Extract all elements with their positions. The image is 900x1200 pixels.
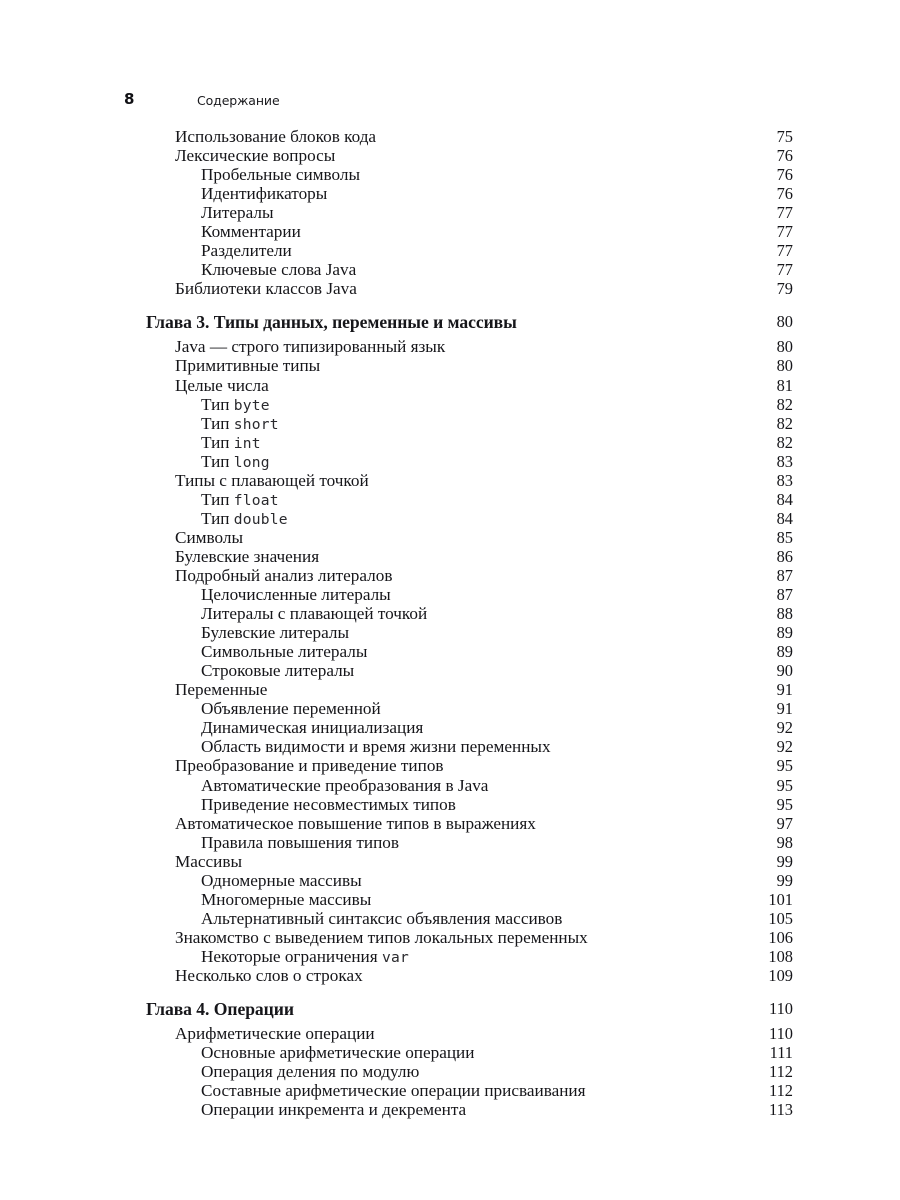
toc-entry-label: Использование блоков кода bbox=[175, 127, 377, 146]
toc-entry-label: Символьные литералы bbox=[201, 642, 368, 662]
toc-entry-page-number: 76 bbox=[776, 165, 793, 185]
toc-entry-page-number: 108 bbox=[768, 946, 793, 966]
toc-entry-label: Основные арифметические операции bbox=[201, 1043, 475, 1063]
toc-entry-label: Строковые литералы bbox=[201, 661, 355, 681]
toc-entry-label: Тип byte bbox=[201, 394, 270, 414]
toc-entry-row[interactable] bbox=[0, 890, 900, 909]
toc-entry-row[interactable] bbox=[0, 623, 900, 642]
toc-entry-page-number: 101 bbox=[768, 889, 793, 909]
toc-entry-row[interactable] bbox=[0, 909, 900, 928]
toc-entry-row[interactable] bbox=[0, 203, 900, 222]
toc-entry-row[interactable] bbox=[0, 356, 900, 375]
toc-entry-row[interactable] bbox=[0, 833, 900, 852]
toc-entry-page-number: 98 bbox=[776, 832, 793, 852]
toc-entry-label: Приведение несовместимых типов bbox=[201, 794, 456, 814]
toc-entry-page-number: 87 bbox=[776, 565, 793, 585]
toc-entry-page-number: 99 bbox=[776, 851, 793, 871]
toc-entry-row[interactable] bbox=[0, 1062, 900, 1081]
toc-entry-page-number: 105 bbox=[768, 908, 793, 928]
toc-entry-row[interactable] bbox=[0, 127, 900, 146]
toc-entry-label: Глава 4. Операции bbox=[146, 999, 294, 1020]
toc-entry-row[interactable] bbox=[0, 661, 900, 680]
toc-entry-page-number: 77 bbox=[776, 222, 793, 242]
toc-entry-label: Операция деления по модулю bbox=[201, 1062, 420, 1082]
toc-entry-label: Символы bbox=[175, 527, 244, 547]
toc-entry-label: Автоматические преобразования в Java bbox=[201, 775, 489, 795]
toc-entry-page-number: 95 bbox=[776, 775, 793, 795]
toc-entry-page-number: 89 bbox=[776, 642, 793, 662]
toc-entry-label: Пробельные символы bbox=[201, 165, 361, 185]
toc-entry-row[interactable] bbox=[0, 604, 900, 623]
toc-entry-page-number: 82 bbox=[776, 394, 793, 414]
toc-entry-row[interactable] bbox=[0, 490, 900, 509]
toc-entry-page-number: 80 bbox=[776, 312, 793, 332]
toc-entry-row[interactable] bbox=[0, 395, 900, 414]
toc-entry-page-number: 112 bbox=[769, 1081, 793, 1101]
toc-entry-code-token: short bbox=[233, 415, 279, 433]
toc-entry-page-number: 81 bbox=[776, 375, 793, 395]
toc-entry-page-number: 77 bbox=[776, 241, 793, 261]
toc-entry-page-number: 92 bbox=[776, 718, 793, 738]
toc-entry-label: Составные арифметические операции присваивания bbox=[201, 1081, 586, 1101]
toc-entry-page-number: 86 bbox=[776, 546, 793, 566]
toc-entry-row[interactable] bbox=[0, 1100, 900, 1119]
toc-entry-row[interactable] bbox=[0, 184, 900, 203]
toc-entry-label: Тип long bbox=[201, 451, 270, 471]
toc-entry-row[interactable] bbox=[0, 699, 900, 718]
toc-entry-row[interactable] bbox=[0, 528, 900, 547]
toc-entry-label: Литералы с плавающей точкой bbox=[201, 604, 428, 624]
toc-entry-label: Тип float bbox=[201, 489, 279, 509]
toc-entry-label: Булевские литералы bbox=[201, 623, 350, 643]
toc-entry-row[interactable] bbox=[0, 966, 900, 985]
toc-entry-label: Разделители bbox=[201, 241, 292, 261]
running-head bbox=[0, 90, 900, 114]
toc-entry-page-number: 83 bbox=[776, 451, 793, 471]
toc-entry-row[interactable] bbox=[0, 680, 900, 699]
toc-entry-row[interactable] bbox=[0, 566, 900, 585]
toc-entry-label: Объявление переменной bbox=[201, 699, 381, 719]
toc-entry-label: Многомерные массивы bbox=[201, 889, 372, 909]
toc-entry-label: Массивы bbox=[175, 851, 243, 871]
toc-entry-page-number: 110 bbox=[769, 999, 793, 1019]
toc-entry-row[interactable] bbox=[0, 737, 900, 756]
toc-entry-row[interactable] bbox=[0, 547, 900, 566]
toc-entry-row[interactable] bbox=[0, 471, 900, 490]
toc-entry-row[interactable] bbox=[0, 452, 900, 471]
toc-entry-page-number: 88 bbox=[776, 604, 793, 624]
toc-entry-row[interactable] bbox=[0, 756, 900, 775]
toc-entry-page-number: 83 bbox=[776, 470, 793, 490]
toc-entry-label: Несколько слов о строках bbox=[175, 965, 363, 985]
toc-entry-label: Одномерные массивы bbox=[201, 870, 362, 890]
toc-entry-page-number: 110 bbox=[769, 1024, 793, 1044]
toc-entry-page-number: 95 bbox=[776, 756, 793, 776]
toc-entry-label: Преобразование и приведение типов bbox=[175, 756, 444, 776]
toc-entry-label: Ключевые слова Java bbox=[201, 260, 357, 280]
toc-entry-label: Идентификаторы bbox=[201, 184, 328, 204]
toc-entry-page-number: 89 bbox=[776, 623, 793, 643]
toc-entry-row[interactable] bbox=[0, 776, 900, 795]
toc-entry-page-number: 97 bbox=[776, 813, 793, 833]
toc-entry-code-token: double bbox=[233, 510, 288, 528]
toc-entry-row[interactable] bbox=[0, 165, 900, 184]
table-of-contents bbox=[0, 127, 900, 1119]
toc-entry-label: Знакомство с выведением типов локальных переменных bbox=[175, 927, 588, 947]
toc-entry-code-token: float bbox=[233, 491, 279, 509]
toc-entry-label: Альтернативный синтаксис объявления массивов bbox=[201, 908, 563, 928]
toc-entry-label: Некоторые ограничения var bbox=[201, 946, 409, 966]
toc-entry-label: Целые числа bbox=[175, 375, 269, 395]
toc-entry-page-number: 90 bbox=[776, 661, 793, 681]
toc-entry-page-number: 76 bbox=[776, 146, 793, 166]
toc-entry-page-number: 92 bbox=[776, 737, 793, 757]
toc-entry-label: Автоматическое повышение типов в выражениях bbox=[175, 813, 536, 833]
toc-entry-label: Операции инкремента и декремента bbox=[201, 1100, 467, 1120]
toc-entry-label: Примитивные типы bbox=[175, 356, 321, 376]
toc-entry-page-number: 91 bbox=[776, 699, 793, 719]
toc-entry-row[interactable] bbox=[0, 795, 900, 814]
toc-entry-page-number: 106 bbox=[768, 927, 793, 947]
toc-entry-row[interactable] bbox=[0, 947, 900, 966]
toc-entry-page-number: 77 bbox=[776, 260, 793, 280]
toc-entry-label: Динамическая инициализация bbox=[201, 718, 424, 738]
toc-entry-row[interactable] bbox=[0, 414, 900, 433]
toc-entry-row[interactable] bbox=[0, 509, 900, 528]
toc-entry-label: Тип short bbox=[201, 413, 279, 433]
toc-entry-label: Правила повышения типов bbox=[201, 832, 399, 852]
running-head-title: Содержание bbox=[197, 93, 280, 108]
toc-entry-row[interactable] bbox=[0, 279, 900, 298]
toc-entry-row[interactable] bbox=[0, 260, 900, 279]
toc-entry-page-number: 85 bbox=[776, 527, 793, 547]
toc-entry-label: Тип double bbox=[201, 508, 288, 528]
toc-entry-label: Переменные bbox=[175, 680, 268, 700]
toc-entry-label: Java — строго типизированный язык bbox=[175, 337, 446, 357]
toc-entry-page-number: 99 bbox=[776, 870, 793, 890]
toc-entry-label: Комментарии bbox=[201, 222, 301, 242]
toc-entry-row[interactable] bbox=[0, 433, 900, 452]
toc-entry-row[interactable] bbox=[0, 814, 900, 833]
toc-chapter-row[interactable] bbox=[0, 311, 900, 333]
toc-entry-row[interactable] bbox=[0, 222, 900, 241]
toc-entry-page-number: 77 bbox=[776, 203, 793, 223]
toc-entry-label: Арифметические операции bbox=[175, 1024, 375, 1044]
toc-entry-label: Булевские значения bbox=[175, 546, 320, 566]
toc-entry-code-token: int bbox=[233, 434, 261, 452]
toc-entry-page-number: 84 bbox=[776, 489, 793, 509]
toc-entry-label: Подробный анализ литералов bbox=[175, 565, 393, 585]
toc-entry-page-number: 80 bbox=[776, 356, 793, 376]
toc-entry-row[interactable] bbox=[0, 642, 900, 661]
toc-entry-label: Литералы bbox=[201, 203, 274, 223]
toc-entry-page-number: 87 bbox=[776, 585, 793, 605]
toc-entry-page-number: 75 bbox=[776, 127, 793, 146]
toc-entry-row[interactable] bbox=[0, 146, 900, 165]
toc-entry-row[interactable] bbox=[0, 337, 900, 356]
toc-entry-code-token: var bbox=[381, 948, 409, 966]
toc-entry-page-number: 84 bbox=[776, 508, 793, 528]
toc-entry-page-number: 113 bbox=[769, 1100, 793, 1120]
toc-entry-label: Целочисленные литералы bbox=[201, 585, 391, 605]
toc-entry-row[interactable] bbox=[0, 1081, 900, 1100]
toc-entry-label: Лексические вопросы bbox=[175, 146, 336, 166]
toc-chapter-row[interactable] bbox=[0, 998, 900, 1020]
toc-entry-page-number: 91 bbox=[776, 680, 793, 700]
toc-entry-page-number: 79 bbox=[776, 279, 793, 299]
toc-entry-row[interactable] bbox=[0, 241, 900, 260]
toc-entry-label: Библиотеки классов Java bbox=[175, 279, 357, 299]
folio-number: 8 bbox=[124, 90, 135, 108]
toc-entry-row[interactable] bbox=[0, 1024, 900, 1043]
toc-entry-row[interactable] bbox=[0, 852, 900, 871]
toc-entry-label: Область видимости и время жизни переменных bbox=[201, 737, 551, 757]
toc-entry-page-number: 112 bbox=[769, 1062, 793, 1082]
toc-entry-page-number: 76 bbox=[776, 184, 793, 204]
toc-entry-label: Тип int bbox=[201, 432, 261, 452]
toc-entry-label: Глава 3. Типы данных, переменные и массивы bbox=[146, 312, 517, 333]
toc-entry-row[interactable] bbox=[0, 871, 900, 890]
toc-entry-page-number: 82 bbox=[776, 432, 793, 452]
toc-entry-label: Типы с плавающей точкой bbox=[175, 470, 369, 490]
toc-entry-page-number: 111 bbox=[769, 1043, 793, 1063]
toc-entry-row[interactable] bbox=[0, 1043, 900, 1062]
toc-entry-page-number: 82 bbox=[776, 413, 793, 433]
toc-entry-row[interactable] bbox=[0, 585, 900, 604]
toc-entry-page-number: 80 bbox=[776, 337, 793, 357]
toc-entry-code-token: byte bbox=[233, 396, 270, 414]
toc-entry-row[interactable] bbox=[0, 718, 900, 737]
toc-entry-code-token: long bbox=[233, 453, 270, 471]
toc-entry-row[interactable] bbox=[0, 376, 900, 395]
toc-entry-page-number: 95 bbox=[776, 794, 793, 814]
toc-entry-page-number: 109 bbox=[768, 965, 793, 985]
toc-entry-row[interactable] bbox=[0, 928, 900, 947]
